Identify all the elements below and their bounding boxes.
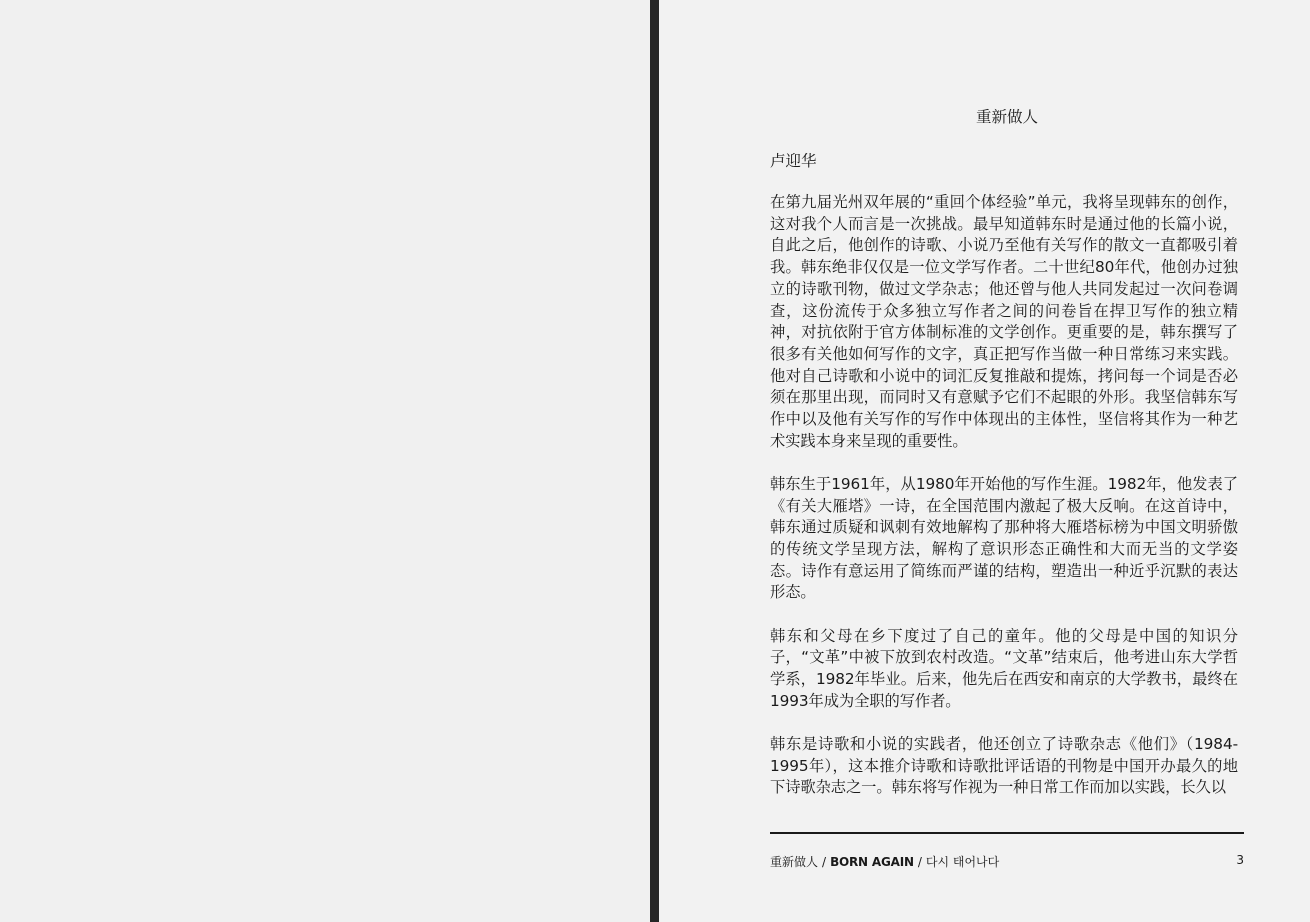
book-spine <box>650 0 659 922</box>
paragraph-1: 在第九届光州双年展的“重回个体经验”单元，我将呈现韩东的创作，这对我个人而言是一次挑战。最早知道韩东时是通过他的长篇小说，自此之后，他创作的诗歌、小说乃至他有关写作的散文一直都吸引着我。韩东绝非仅仅是一位文学写作者。二十世纪80年代，他创办过独立的诗歌刊物，做过文学杂志；他还曾与他人共同发起过一次问卷调查，这份流传于众多独立写作者之间的问卷旨在捍卫写作的独立精神，对抗依附于官方体制标准的文学创作。更重要的是，韩东撰写了很多有关他如何写作的文字，真正把写作当做一种日常练习来实践。他对自己诗歌和小说中的词汇反复推敲和提炼，拷问每一个词是否必须在那里出现，而同时又有意赋予它们不起眼的外形。我坚信韩东写作中以及他有关写作的写作中体现出的主体性，坚信将其作为一种艺术实践本身来呈现的重要性。 <box>770 193 1238 450</box>
article-body <box>770 192 1238 821</box>
footer-separator: / <box>917 855 922 869</box>
footer-title-en: BORN AGAIN <box>830 855 914 869</box>
article-author: 卢迎华 <box>770 152 817 170</box>
article-title: 重新做人 <box>975 108 1038 126</box>
page-number: 3 <box>1236 853 1244 867</box>
footer-divider <box>770 832 1244 834</box>
paragraph-4: 韩东是诗歌和小说的实践者，他还创立了诗歌杂志《他们》（1984-1995年），这本推介诗歌和诗歌批评话语的刊物是中国开办最久的地下诗歌杂志之一。韩东将写作视为一种日常工作而加以实践，长久以 <box>770 734 1238 797</box>
footer-separator: / <box>822 855 827 869</box>
footer-title-kr: 다시 태어나다 <box>925 855 1000 869</box>
running-footer <box>770 854 999 870</box>
paragraph-2: 韩东生于1961年，从1980年开始他的写作生涯。1982年，他发表了《有关大雁塔》一诗，在全国范围内激起了极大反响。在这首诗中，韩东通过质疑和讽刺有效地解构了那种将大雁塔标榜为中国文明骄傲的传统文学呈现方法，解构了意识形态正确性和大而无当的文学姿态。诗作有意运用了简练而严谨的结构，塑造出一种近乎沉默的表达形态。 <box>770 474 1238 602</box>
left-page <box>0 0 650 922</box>
footer-title-cn: 重新做人 <box>770 855 819 869</box>
paragraph-3: 韩东和父母在乡下度过了自己的童年。他的父母是中国的知识分子，“文革”中被下放到农村改造。“文革”结束后，他考进山东大学哲学系，1982年毕业。后来，他先后在西安和南京的大学教书，最终在1993年成为全职的写作者。 <box>770 626 1238 710</box>
